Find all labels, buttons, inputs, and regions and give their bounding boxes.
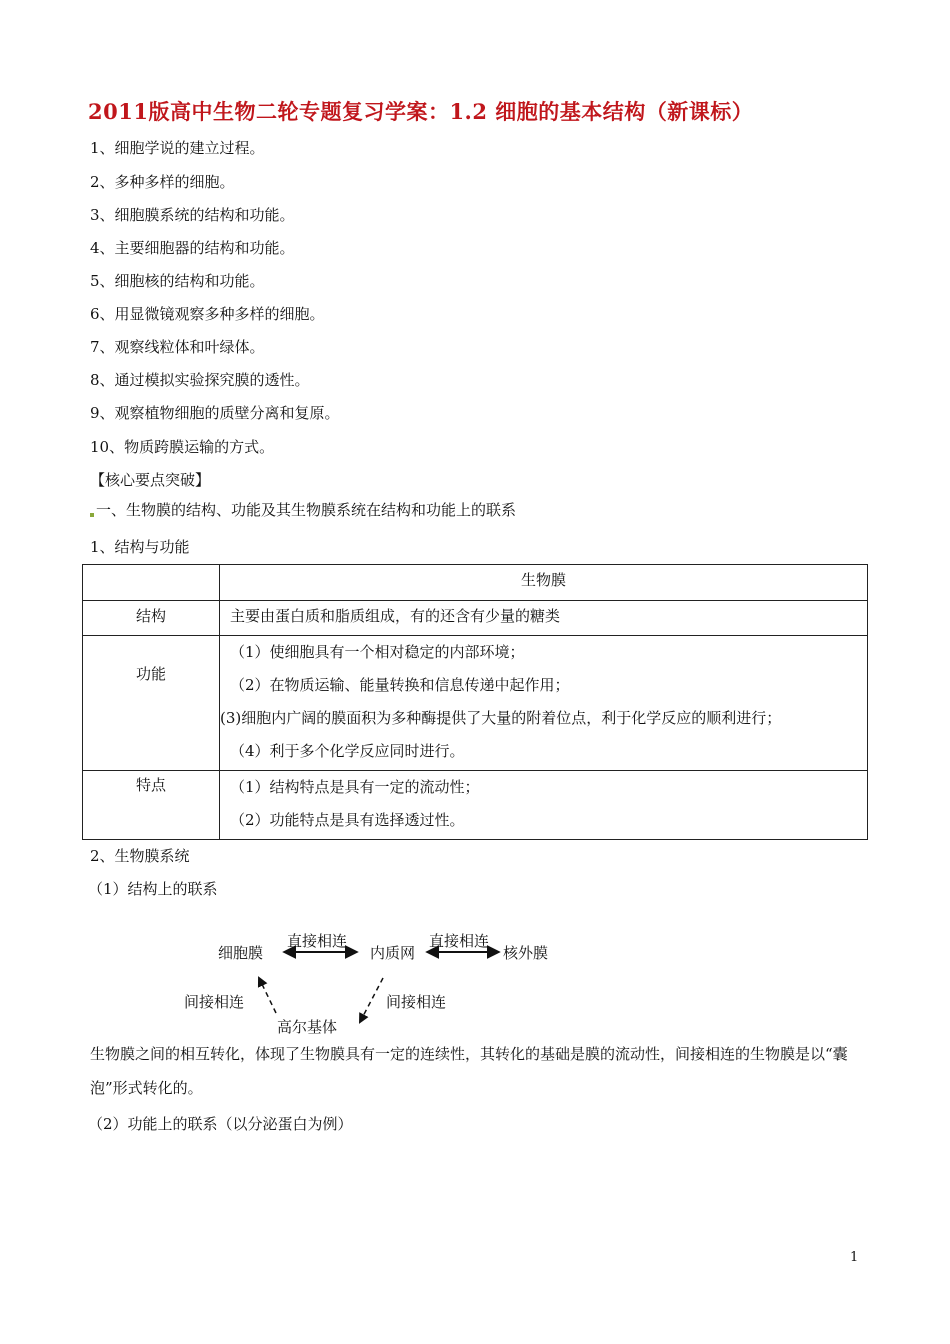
objective-item: 1、细胞学说的建立过程。 (90, 139, 265, 157)
node-er: 内质网 (370, 944, 416, 962)
row-label-feature: 特点 (83, 771, 220, 840)
objective-item: 2、多种多样的细胞。 (90, 173, 235, 191)
function-line: (3)细胞内广阔的膜面积为多种酶提供了大量的附着位点，利于化学反应的顺利进行； (220, 709, 782, 727)
feature-line: （2）功能特点是具有选择透过性。 (230, 811, 465, 829)
row-label-function: 功能 (83, 636, 220, 771)
structure-text: 主要由蛋白质和脂质组成，有的还含有少量的糖类 (220, 601, 868, 636)
edge-label-direct: 直接相连 (287, 932, 348, 950)
function-line: （4）利于多个化学反应同时进行。 (230, 742, 465, 760)
sub2-2-heading: （2）功能上的联系（以分泌蛋白为例） (88, 1115, 353, 1133)
feature-line: （1）结构特点是具有一定的流动性； (230, 778, 480, 796)
objective-item: 6、用显微镜观察多种多样的细胞。 (90, 305, 325, 323)
sub2-heading: 2、生物膜系统 (90, 847, 190, 865)
page-number: 1 (850, 1250, 859, 1265)
edge-label-indirect: 间接相连 (386, 993, 447, 1011)
node-cell-membrane: 细胞膜 (218, 944, 264, 962)
node-nuclear-membrane: 核外膜 (503, 944, 549, 962)
sub1-heading: 1、结构与功能 (90, 538, 190, 556)
objective-item: 10、物质跨膜运输的方式。 (90, 438, 275, 456)
core-heading: 【核心要点突破】 (90, 471, 211, 489)
objective-item: 5、细胞核的结构和功能。 (90, 272, 265, 290)
objective-item: 3、细胞膜系统的结构和功能。 (90, 206, 295, 224)
row-label-structure: 结构 (83, 601, 220, 636)
page-title: 2011版高中生物二轮专题复习学案：1.2 细胞的基本结构（新课标） (88, 99, 754, 124)
objective-item: 8、通过模拟实验探究膜的透性。 (90, 371, 310, 389)
conversion-paragraph: 生物膜之间的相互转化，体现了生物膜具有一定的连续性，其转化的基础是膜的流动性，间接相连的生物膜是以“囊泡”形式转化的。 (90, 1045, 848, 1097)
objective-item: 4、主要细胞器的结构和功能。 (90, 239, 295, 257)
arrow-er-golgi (360, 978, 383, 1022)
table-header-membrane: 生物膜 (220, 565, 868, 601)
sub2-1-heading: （1）结构上的联系 (88, 880, 218, 898)
objective-item: 7、观察线粒体和叶绿体。 (90, 338, 265, 356)
edge-label-direct: 直接相连 (429, 932, 490, 950)
section1-heading-text: 一、生物膜的结构、功能及其生物膜系统在结构和功能上的联系 (96, 501, 517, 519)
arrow-golgi-cell-membrane (259, 978, 276, 1013)
function-line: （1）使细胞具有一个相对稳定的内部环境； (230, 643, 525, 661)
objective-item: 9、观察植物细胞的质壁分离和复原。 (90, 404, 340, 422)
function-line: （2）在物质运输、能量转换和信息传递中起作用； (230, 676, 570, 694)
node-golgi: 高尔基体 (277, 1018, 338, 1036)
edge-label-indirect: 间接相连 (184, 993, 245, 1011)
